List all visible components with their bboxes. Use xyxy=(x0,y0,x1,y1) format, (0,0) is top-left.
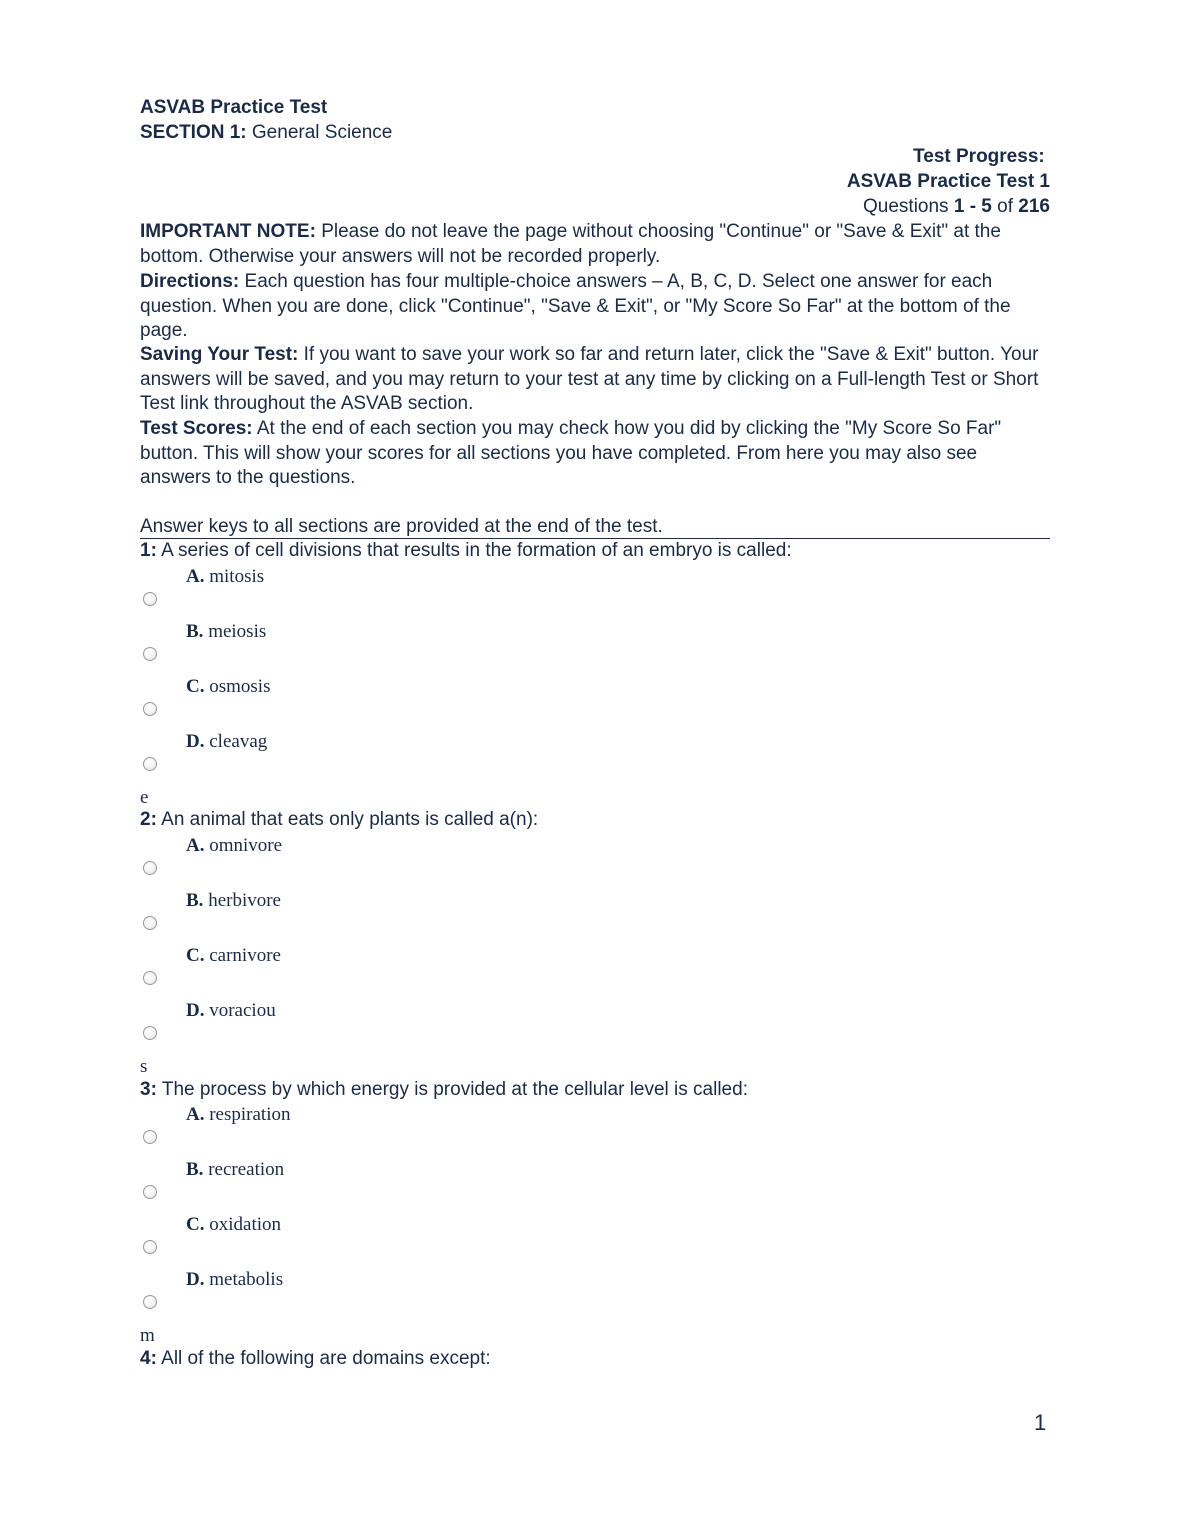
question-text: A series of cell divisions that results in the formation of an embryo is called: xyxy=(161,540,792,561)
option-radio[interactable] xyxy=(143,971,157,985)
option-text: osmosis xyxy=(209,676,271,697)
option-radio[interactable] xyxy=(143,916,157,930)
question-1 xyxy=(140,540,792,562)
option-radio[interactable] xyxy=(143,647,157,661)
option-label xyxy=(186,890,281,912)
question-text: All of the following are domains except: xyxy=(161,1348,491,1369)
option-text: omnivore xyxy=(209,835,283,856)
option-label xyxy=(186,566,264,588)
option-letter: A. xyxy=(186,566,205,587)
question-number: 1: xyxy=(140,540,157,561)
option-label xyxy=(186,945,281,967)
option-letter: C. xyxy=(186,676,205,697)
test-title-text: ASVAB Practice Test xyxy=(140,97,328,118)
option-radio[interactable] xyxy=(143,1295,157,1309)
option-label xyxy=(186,835,282,857)
option-label xyxy=(186,1269,283,1291)
option-label xyxy=(186,1104,291,1126)
option-radio[interactable] xyxy=(143,1026,157,1040)
important-text: Please do not leave the page without choosing "Continue" or "Save & Exit" at the bottom. Otherwise your answers will not be recorded properly. xyxy=(140,221,1001,267)
option-text: oxidation xyxy=(209,1214,282,1235)
option-radio[interactable] xyxy=(143,861,157,875)
scores-label: Test Scores: xyxy=(140,418,253,439)
question-number: 2: xyxy=(140,809,157,830)
question-text: An animal that eats only plants is called a(n): xyxy=(161,809,539,830)
section-name: General Science xyxy=(251,122,393,143)
directions-text: Each question has four multiple-choice answers – A, B, C, D. Select one answer for each question. When you are done, click "Continue", "Save & Exit", or "My Score So Far" at the bottom of the page. xyxy=(140,271,1011,342)
option-letter: B. xyxy=(186,890,204,911)
option-letter: D. xyxy=(186,1000,205,1021)
question-2 xyxy=(140,809,538,831)
option-radio[interactable] xyxy=(143,1185,157,1199)
progress-total: 216 xyxy=(1018,196,1050,217)
saving-note xyxy=(140,343,1050,417)
important-label: IMPORTANT NOTE: xyxy=(140,221,316,242)
option-letter: B. xyxy=(186,1159,204,1180)
option-letter: C. xyxy=(186,1214,205,1235)
option-overflow-text: e xyxy=(140,787,149,808)
option-letter: A. xyxy=(186,1104,205,1125)
option-radio[interactable] xyxy=(143,1130,157,1144)
option-label xyxy=(186,1000,276,1022)
option-overflow-text: s xyxy=(140,1056,148,1077)
question-number: 4: xyxy=(140,1348,157,1369)
option-letter: B. xyxy=(186,621,204,642)
section-label: SECTION 1: xyxy=(140,122,247,143)
saving-text: If you want to save your work so far and return later, click the "Save & Exit" button. Your answers will be saved, and you may return to your test at any time by clicking on a Full-length Test or Short Test link throughout the ASVAB section. xyxy=(140,344,1039,415)
option-text: carnivore xyxy=(209,945,281,966)
option-text: voraciou xyxy=(209,1000,276,1021)
option-label xyxy=(186,676,270,698)
answer-keys-text: Answer keys to all sections are provided at the end of the test. xyxy=(140,516,663,537)
option-text: metabolis xyxy=(209,1269,284,1290)
option-radio[interactable] xyxy=(143,1240,157,1254)
progress-label-text: Test Progress: xyxy=(913,146,1045,167)
option-text: herbivore xyxy=(208,890,281,911)
section-heading xyxy=(140,122,392,144)
test-progress-count xyxy=(140,196,1050,218)
scores-text: At the end of each section you may check how you did by clicking the "My Score So Far" button. This will show your scores for all sections you have completed. From here you may also see answers to the questions. xyxy=(140,418,1002,489)
option-text: cleavag xyxy=(209,731,268,752)
question-number: 3: xyxy=(140,1079,157,1100)
question-text: The process by which energy is provided at the cellular level is called: xyxy=(161,1079,748,1100)
option-label xyxy=(186,1159,284,1181)
page-number: 1 xyxy=(1034,1410,1047,1435)
test-progress-name xyxy=(140,171,1050,193)
progress-of: of xyxy=(997,196,1014,217)
answer-keys-note xyxy=(140,516,1050,539)
progress-range: 1 - 5 xyxy=(953,196,992,217)
test-progress-label xyxy=(140,146,1050,168)
option-label xyxy=(186,621,266,643)
option-text: respiration xyxy=(209,1104,291,1125)
option-letter: C. xyxy=(186,945,205,966)
option-text: meiosis xyxy=(208,621,267,642)
saving-label: Saving Your Test: xyxy=(140,344,299,365)
progress-test-name: ASVAB Practice Test 1 xyxy=(846,171,1050,192)
option-letter: D. xyxy=(186,1269,205,1290)
option-letter: D. xyxy=(186,731,205,752)
option-text: mitosis xyxy=(209,566,265,587)
question-3 xyxy=(140,1079,748,1101)
option-overflow-text: m xyxy=(140,1325,155,1346)
option-radio[interactable] xyxy=(143,757,157,771)
directions-note xyxy=(140,270,1050,344)
scores-note xyxy=(140,417,1050,491)
option-label xyxy=(186,731,267,753)
option-letter: A. xyxy=(186,835,205,856)
progress-prefix: Questions xyxy=(863,196,949,217)
option-label xyxy=(186,1214,281,1236)
option-text: recreation xyxy=(208,1159,285,1180)
important-note xyxy=(140,220,1050,269)
option-radio[interactable] xyxy=(143,702,157,716)
option-radio[interactable] xyxy=(143,592,157,606)
question-4 xyxy=(140,1348,491,1370)
directions-label: Directions: xyxy=(140,271,240,292)
test-title xyxy=(140,97,327,119)
